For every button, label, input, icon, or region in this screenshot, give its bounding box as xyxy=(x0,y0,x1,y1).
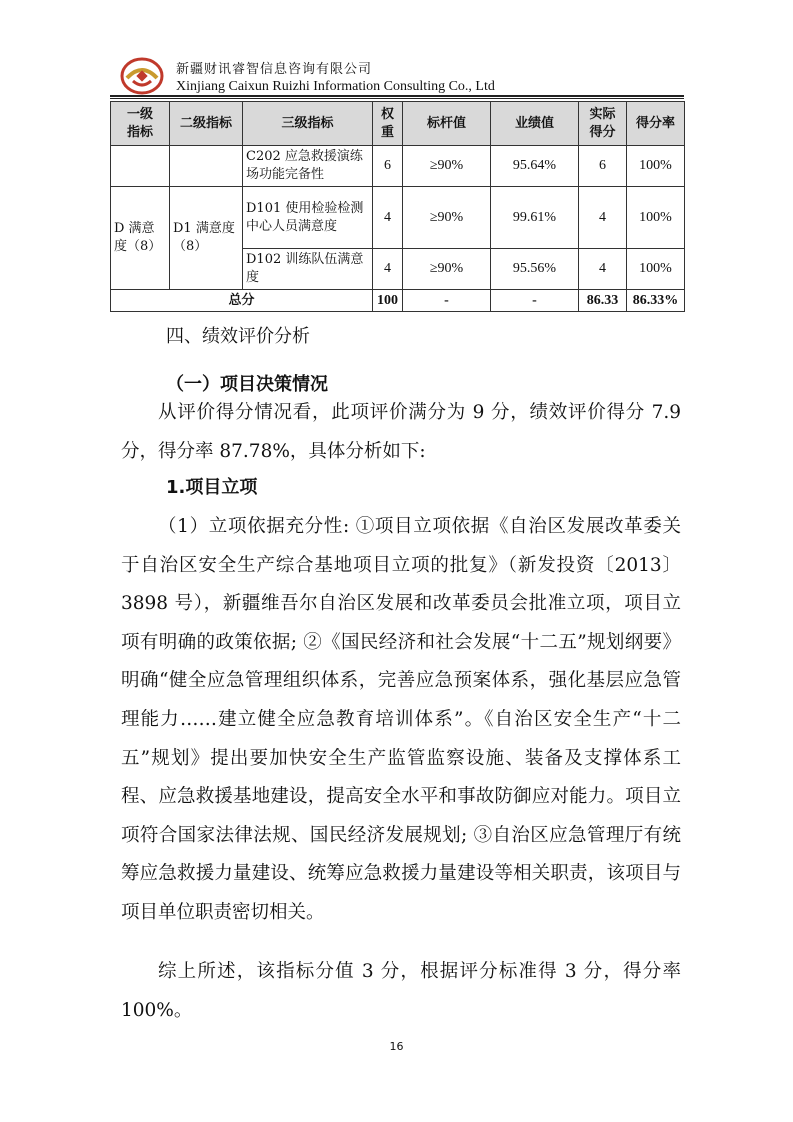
header-actual-value: 业绩值 xyxy=(491,102,579,146)
body-paragraph: （1）立项依据充分性: ①项目立项依据《自治区发展改革委关于自治区安全生产综合基地项目立项的批复》（新发投资〔2013〕3898 号），新疆维吾尔自治区发展和改革委员会批准立项，项目立项有明确的政策依据; ②《国民经济和社会发展“十二五”规划纲要》明确“健全应急管理组织体系，完善应急预案体系，强化基层应急管理能力……建立健全应急教育培训体系”。《自治区安全生产“十二五”规划》提出要加快安全生产监管监察设施、装备及支撑体系工程、应急救援基地建设，提高安全水平和事故防御应对能力。项目立项符合国家法律法规、国民经济发展规划; ③自治区应急管理厅有统筹应急救援力量建设、统筹应急救援力量建设等相关职责，该项目与项目单位职责密切相关。 xyxy=(121,516,681,923)
total-label: 总分 xyxy=(111,290,373,312)
cell-actual: 95.64% xyxy=(491,146,579,187)
page-header xyxy=(119,50,684,100)
company-name-english: Xinjiang Caixun Ruizhi Information Consulting Co., Ltd xyxy=(176,79,495,94)
cell-weight: 4 xyxy=(373,187,403,249)
cell-score: 4 xyxy=(579,187,627,249)
cell-level3: D101 使用检验检测中心人员满意度 xyxy=(243,187,373,249)
cell-level3: D102 训练队伍满意度 xyxy=(243,249,373,290)
table-row xyxy=(111,187,685,249)
cell-rate: 100% xyxy=(627,249,685,290)
cell-benchmark: ≥90% xyxy=(403,187,491,249)
header-score: 实际 得分 xyxy=(579,102,627,146)
total-rate: 86.33% xyxy=(627,290,685,312)
table-header-row xyxy=(111,102,685,146)
table-total-row xyxy=(111,290,685,312)
header-level2-indicator: 二级指标 xyxy=(170,102,243,146)
cell-weight: 6 xyxy=(373,146,403,187)
intro-paragraph: 从评价得分情况看，此项评价满分为 9 分，绩效评价得分 7.9 分，得分率 87.78%，具体分析如下: xyxy=(121,402,681,462)
cell-score: 4 xyxy=(579,249,627,290)
page-number: 16 xyxy=(389,1040,404,1053)
cell-level2: D1 满意度（8） xyxy=(170,187,243,290)
cell-level3: C202 应急救援演练场功能完备性 xyxy=(243,146,373,187)
cell-score: 6 xyxy=(579,146,627,187)
total-actual: - xyxy=(491,290,579,312)
cell-level1: D 满意度（8） xyxy=(111,187,170,290)
header-divider-thin xyxy=(110,98,684,99)
cell-level2 xyxy=(170,146,243,187)
company-logo-icon xyxy=(119,56,165,96)
header-score-rate: 得分率 xyxy=(627,102,685,146)
cell-benchmark: ≥90% xyxy=(403,146,491,187)
cell-actual: 99.61% xyxy=(491,187,579,249)
total-benchmark: - xyxy=(403,290,491,312)
cell-benchmark: ≥90% xyxy=(403,249,491,290)
table-row xyxy=(111,146,685,187)
cell-rate: 100% xyxy=(627,146,685,187)
cell-weight: 4 xyxy=(373,249,403,290)
conclusion-paragraph: 综上所述，该指标分值 3 分，根据评分标准得 3 分，得分率 100%。 xyxy=(121,961,681,1021)
company-name-chinese: 新疆财讯睿智信息咨询有限公司 xyxy=(176,62,373,77)
header-level3-indicator: 三级指标 xyxy=(243,102,373,146)
header-level1-indicator: 一级 指标 xyxy=(111,102,170,146)
total-weight: 100 xyxy=(373,290,403,312)
subsection-heading: （一）项目决策情况 xyxy=(166,374,328,395)
item-heading: 1.项目立项 xyxy=(166,477,258,498)
header-benchmark: 标杆值 xyxy=(403,102,491,146)
section-heading: 四、绩效评价分析 xyxy=(166,326,310,347)
total-score: 86.33 xyxy=(579,290,627,312)
cell-actual: 95.56% xyxy=(491,249,579,290)
cell-level1 xyxy=(111,146,170,187)
cell-rate: 100% xyxy=(627,187,685,249)
header-divider xyxy=(110,95,684,97)
performance-score-table xyxy=(110,101,685,312)
header-weight: 权 重 xyxy=(373,102,403,146)
